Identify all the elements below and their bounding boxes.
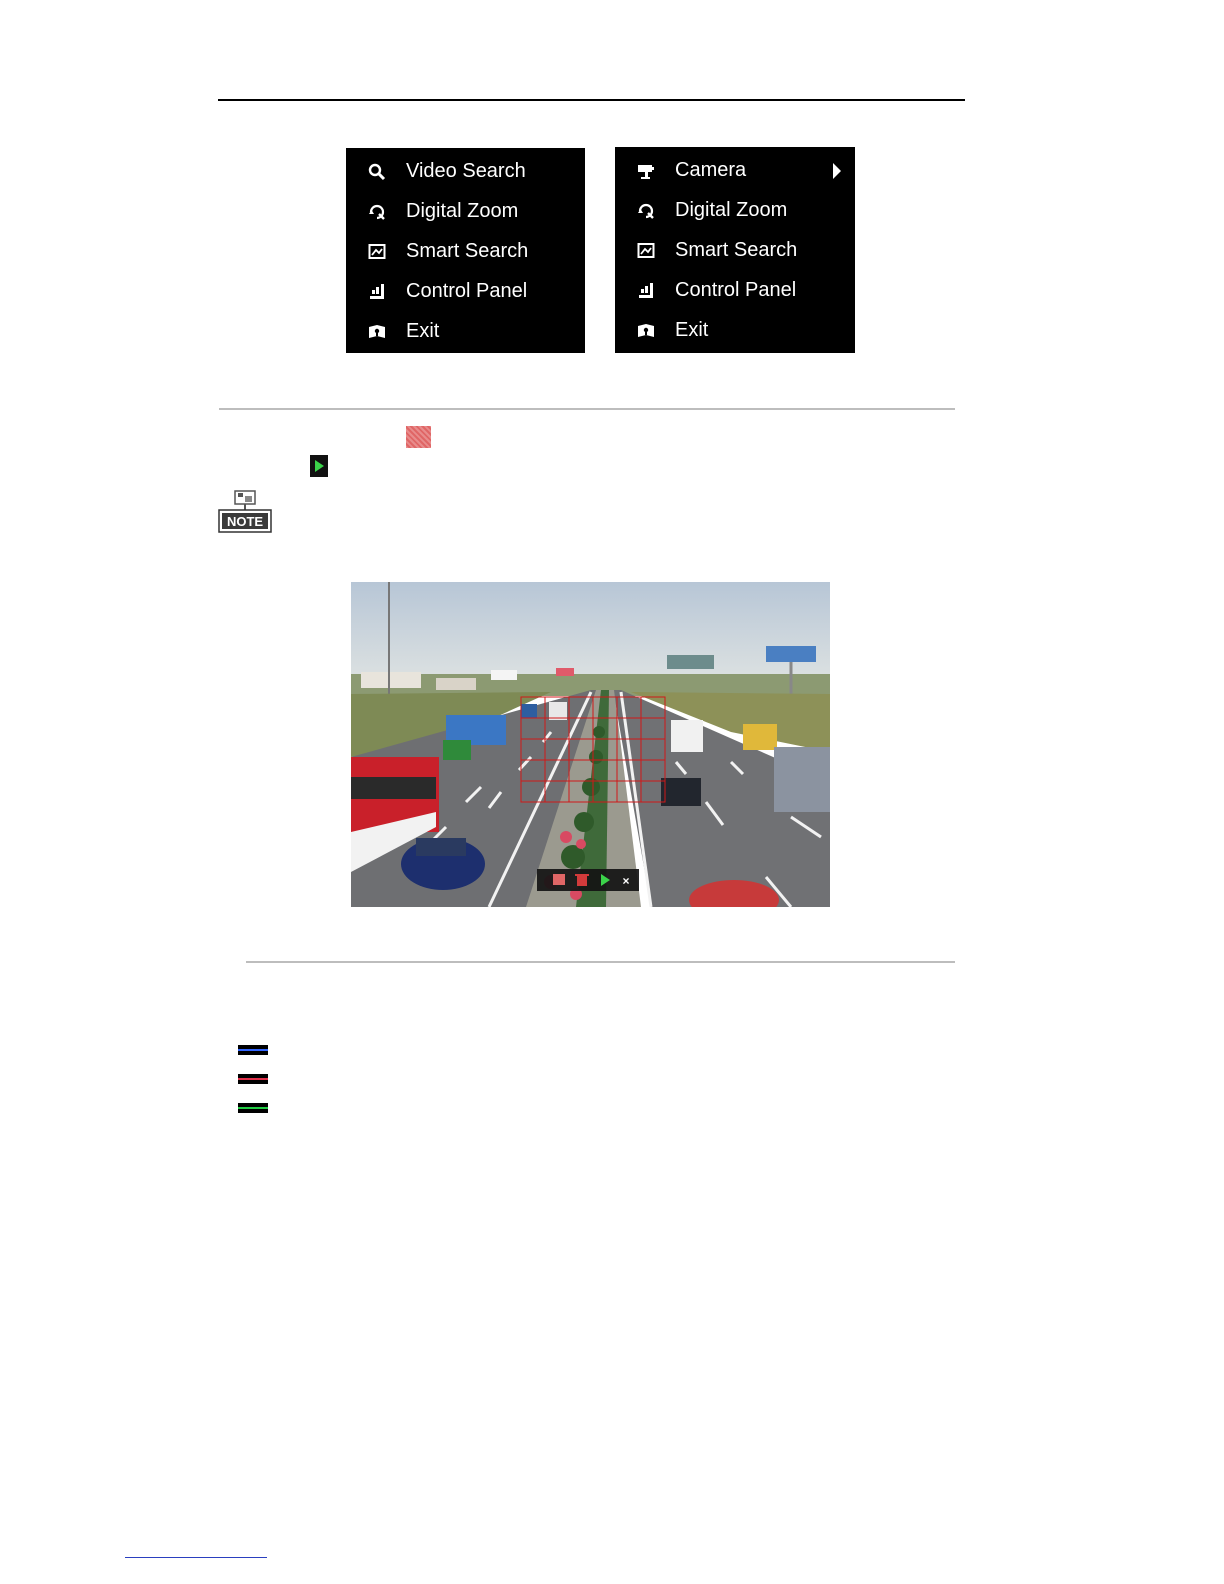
digital-zoom-icon — [368, 203, 386, 221]
play-icon — [310, 455, 328, 477]
menu-item-exit[interactable] — [346, 312, 585, 352]
menu-item-video-search[interactable] — [346, 152, 585, 192]
delete-icon[interactable] — [575, 874, 589, 886]
exit-icon — [637, 322, 655, 340]
camera-view-image — [351, 582, 830, 907]
menu-item-digital-zoom[interactable] — [615, 191, 855, 231]
menu-item-smart-search[interactable] — [615, 231, 855, 271]
menu-item-label: Control Panel — [675, 279, 797, 301]
smart-search-icon — [637, 242, 655, 260]
exit-icon — [368, 323, 386, 341]
menu-item-camera[interactable] — [615, 151, 855, 191]
close-icon[interactable]: × — [622, 874, 630, 888]
area-select-icon — [406, 426, 431, 448]
menu-item-label: Camera — [675, 159, 747, 181]
note-badge-text: NOTE — [226, 514, 264, 529]
highway-scene — [351, 582, 830, 907]
menu-item-control-panel[interactable] — [346, 272, 585, 312]
search-icon — [368, 163, 386, 181]
menu-item-digital-zoom[interactable] — [346, 192, 585, 232]
menu-item-label: Digital Zoom — [406, 200, 519, 222]
camera-icon — [637, 162, 655, 180]
menu-item-control-panel[interactable] — [615, 271, 855, 311]
context-menu-playback — [346, 148, 585, 353]
menu-item-label: Control Panel — [406, 280, 528, 302]
menu-item-label: Smart Search — [675, 239, 798, 261]
menu-item-exit[interactable] — [615, 311, 855, 351]
menu-item-smart-search[interactable] — [346, 232, 585, 272]
control-panel-icon — [637, 282, 655, 300]
section-divider — [219, 408, 955, 410]
digital-zoom-icon — [637, 202, 655, 220]
menu-item-label: Video Search — [406, 160, 526, 182]
section-divider — [246, 961, 955, 963]
submenu-arrow-icon — [833, 163, 841, 179]
footer-link[interactable] — [125, 1557, 267, 1558]
menu-item-label: Digital Zoom — [675, 199, 788, 221]
smart-search-toolbar — [537, 869, 639, 891]
menu-item-label: Exit — [675, 319, 709, 341]
green-line-legend-icon — [238, 1103, 268, 1113]
red-line-legend-icon — [238, 1074, 268, 1084]
blue-line-legend-icon — [238, 1045, 268, 1055]
header-rule — [218, 99, 965, 101]
menu-item-label: Smart Search — [406, 240, 529, 262]
control-panel-icon — [368, 283, 386, 301]
smart-search-icon — [368, 243, 386, 261]
area-select-icon[interactable] — [553, 874, 565, 885]
context-menu-live — [615, 147, 855, 353]
menu-item-label: Exit — [406, 320, 440, 342]
note-icon — [218, 490, 272, 534]
